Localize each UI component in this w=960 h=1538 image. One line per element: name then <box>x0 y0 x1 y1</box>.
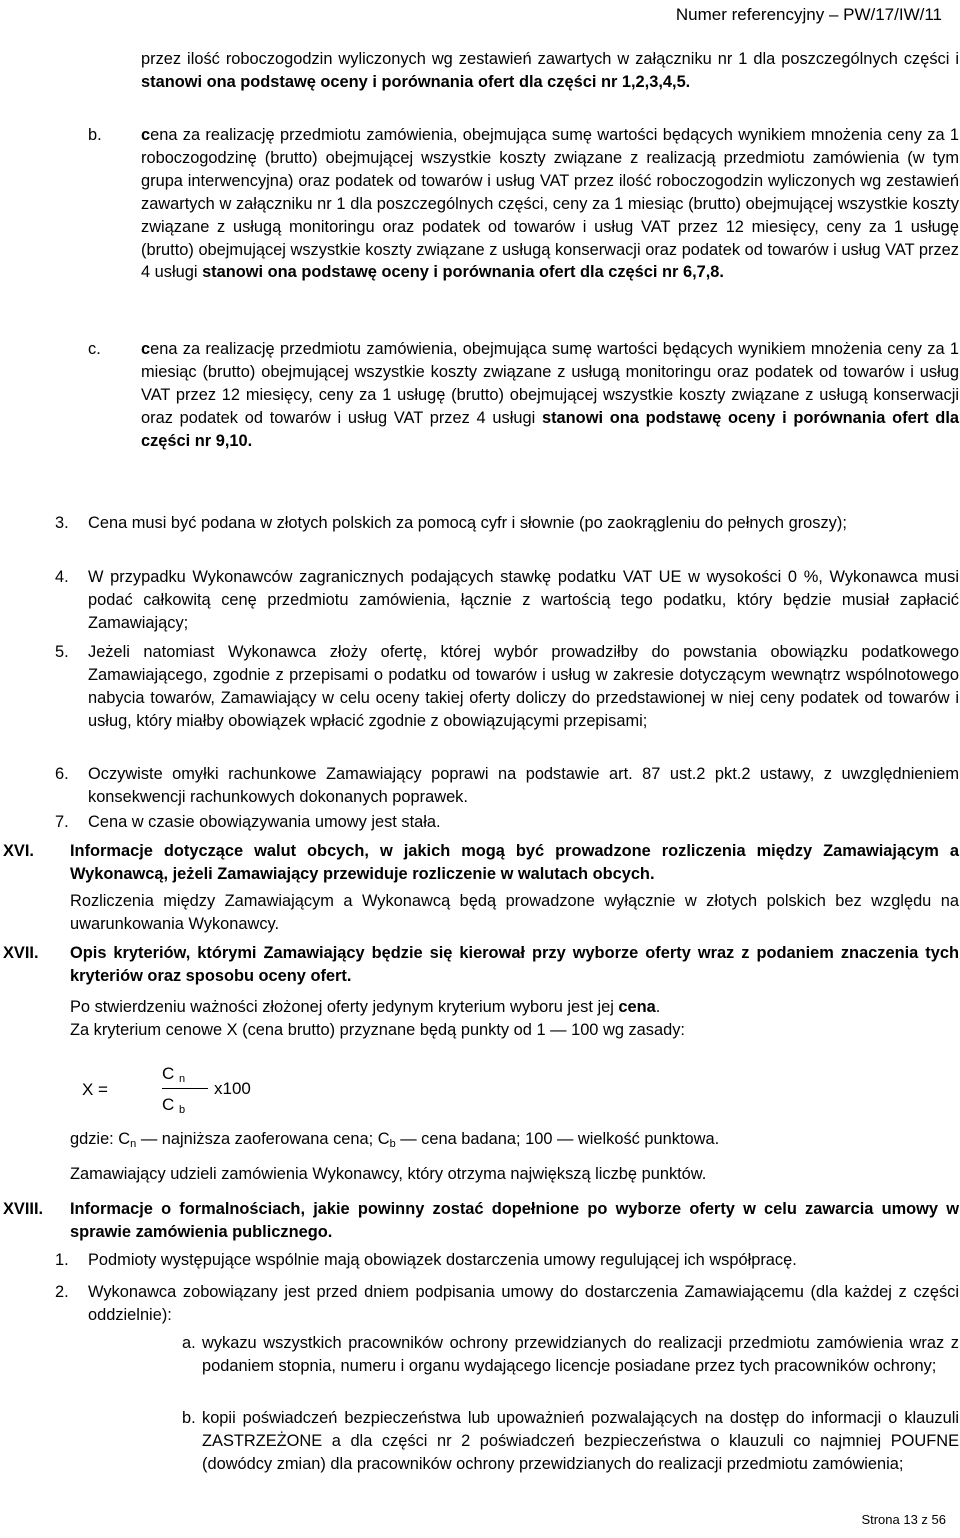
point-6-number: 6. <box>55 765 69 783</box>
xviii-subitem-a-label: a. <box>182 1334 196 1352</box>
section-xvi-heading: Informacje dotyczące walut obcych, w jakich mogą być prowadzone rozliczenia między Zamawiającym a Wykonawcą, jeżeli Zamawiający przewiduje rozliczenie w walutach obcych. <box>70 842 959 883</box>
point-4-text: W przypadku Wykonawców zagranicznych podających stawkę podatku VAT UE w wysokości 0 %, Wykonawca musi podać całkowitą cenę przedmiotu zamówienia, łącznie z wartością tego podatku, który będzie musiał zapłacić Zamawiający; <box>88 568 959 632</box>
formula-multiplier: x100 <box>214 1079 251 1098</box>
section-xvii-line2: Za kryterium cenowe X (cena brutto) przyznane będą punkty od 1 — 100 wg zasady: <box>70 1021 685 1039</box>
item-c-paragraph: cena za realizację przedmiotu zamówienia, obejmująca sumę wartości będących wynikiem mnożenia ceny za 1 miesiąc (brutto) obejmującej wszystkie koszty związane z usługą monitoringu oraz podatek od towarów i usług VAT przez 12 miesięcy, ceny za 1 usługę (brutto) obejmującej wszystkie koszty związane z usługą konserwacji oraz podatek od towarów i usług VAT przez 4 usługi stanowi ona podstawę oceny i porównania ofert dla części nr 9,10. <box>141 340 959 450</box>
section-xvi-number: XVI. <box>3 842 34 860</box>
point-3-number: 3. <box>55 514 69 532</box>
item-b-paragraph: cena za realizację przedmiotu zamówienia, obejmująca sumę wartości będących wynikiem mnożenia ceny za 1 roboczogodzinę (brutto) obejmującej wszystkie koszty związane z realizacją przedmiotu zamówienia (w tym grupa interwencyjna) oraz podatek od towarów i usług VAT przez ilość roboczogodzin wyliczonych wg zestawień zawartych w załączniku nr 1 dla poszczególnych części, ceny za 1 miesiąc (brutto) obejmującej wszystkie koszty związane z usługą monitoringu oraz podatek od towarów i usług VAT przez 12 miesięcy, ceny za 1 usługę (brutto) obejmującej wszystkie koszty związane z usługą konserwacji oraz podatek od towarów i usług VAT przez 4 usługi stanowi ona podstawę oceny i porównania ofert dla części nr 6,7,8. <box>141 126 959 282</box>
page-number: Strona 13 z 56 <box>861 1512 946 1528</box>
xviii-item-1-text: Podmioty występujące wspólnie mają obowiązek dostarczenia umowy regulującej ich współpracę. <box>88 1251 797 1269</box>
formula-legend: gdzie: Cn — najniższa zaoferowana cena; Cb — cena badana; 100 — wielkość punktowa. <box>70 1130 720 1150</box>
formula-fraction-bar <box>162 1088 208 1089</box>
section-xviii-heading: Informacje o formalnościach, jakie powinny zostać dopełnione po wyborze oferty w celu zawarcia umowy w sprawie zamówienia publicznego. <box>70 1200 959 1241</box>
item-c-label: c. <box>88 340 101 358</box>
point-4-number: 4. <box>55 568 69 586</box>
xviii-item-2-text: Wykonawca zobowiązany jest przed dniem podpisania umowy do dostarczenia Zamawiającemu (dla każdej z części oddzielnie): <box>88 1283 959 1324</box>
document-reference: Numer referencyjny – PW/17/IW/11 <box>675 5 942 24</box>
intro-paragraph: przez ilość roboczogodzin wyliczonych wg zestawień zawartych w załączniku nr 1 dla poszczególnych części i stanowi ona podstawę oceny i porównania ofert dla części nr 1,2,3,4,5. <box>141 50 959 91</box>
section-xvi-body: Rozliczenia między Zamawiającym a Wykonawcą będą prowadzone wyłącznie w złotych polskich bez względu na uwarunkowania Wykonawcy. <box>70 892 959 933</box>
point-6-text: Oczywiste omyłki rachunkowe Zamawiający poprawi na podstawie art. 87 ust.2 pkt.2 ustawy, z uwzględnieniem konsekwencji rachunkowych dokonanych poprawek. <box>88 765 959 806</box>
xviii-subitem-b-label: b. <box>182 1409 196 1427</box>
section-xviii-number: XVIII. <box>3 1200 44 1218</box>
item-b-label: b. <box>88 126 102 144</box>
formula-numerator: C n <box>162 1064 186 1085</box>
xviii-item-1-number: 1. <box>55 1251 69 1269</box>
xviii-subitem-a-text: wykazu wszystkich pracowników ochrony przewidzianych do realizacji przedmiotu zamówienia wraz z podaniem stopnia, numeru i organu wydającego licencje posiadane przez tych pracowników ochrony; <box>202 1334 959 1375</box>
point-7-text: Cena w czasie obowiązywania umowy jest stała. <box>88 813 441 831</box>
section-xvii-number: XVII. <box>3 944 39 962</box>
point-5-number: 5. <box>55 643 69 661</box>
point-3-text: Cena musi być podana w złotych polskich za pomocą cyfr i słownie (po zaokrągleniu do pełnych groszy); <box>88 514 847 532</box>
point-7-number: 7. <box>55 813 69 831</box>
xviii-subitem-b-text: kopii poświadczeń bezpieczeństwa lub upoważnień pozwalających na dostęp do informacji o klauzuli ZASTRZEŻONE a dla części nr 2 poświadczeń bezpieczeństwa o klauzuli co najmniej POUFNE (dowódcy zmian) dla pracowników ochrony przewidzianych do realizacji przedmiotu zamówienia; <box>202 1409 959 1473</box>
section-xvii-closing: Zamawiający udzieli zamówienia Wykonawcy, który otrzyma największą liczbę punktów. <box>70 1165 707 1183</box>
formula-lhs: X = <box>82 1080 108 1099</box>
point-5-text: Jeżeli natomiast Wykonawca złoży ofertę, której wybór prowadziłby do powstania obowiązku podatkowego Zamawiającego, zgodnie z przepisami o podatku od towarów i usług w zakresie dotyczącym wewnątrz wspólnotowego nabycia towarów, Zamawiający w celu oceny takiej oferty doliczy do przedstawionej w niej ceny podatek od towarów i usług, który miałby obowiązek wpłacić zgodnie z obowiązującymi przepisami; <box>88 643 959 730</box>
formula-denominator: C b <box>162 1095 186 1116</box>
xviii-item-2-number: 2. <box>55 1283 69 1301</box>
section-xvii-line1: Po stwierdzeniu ważności złożonej oferty jedynym kryterium wyboru jest jej cena. <box>70 998 661 1016</box>
section-xvii-heading: Opis kryteriów, którymi Zamawiający będzie się kierował przy wyborze oferty wraz z podaniem znaczenia tych kryteriów oraz sposobu oceny ofert. <box>70 944 959 985</box>
